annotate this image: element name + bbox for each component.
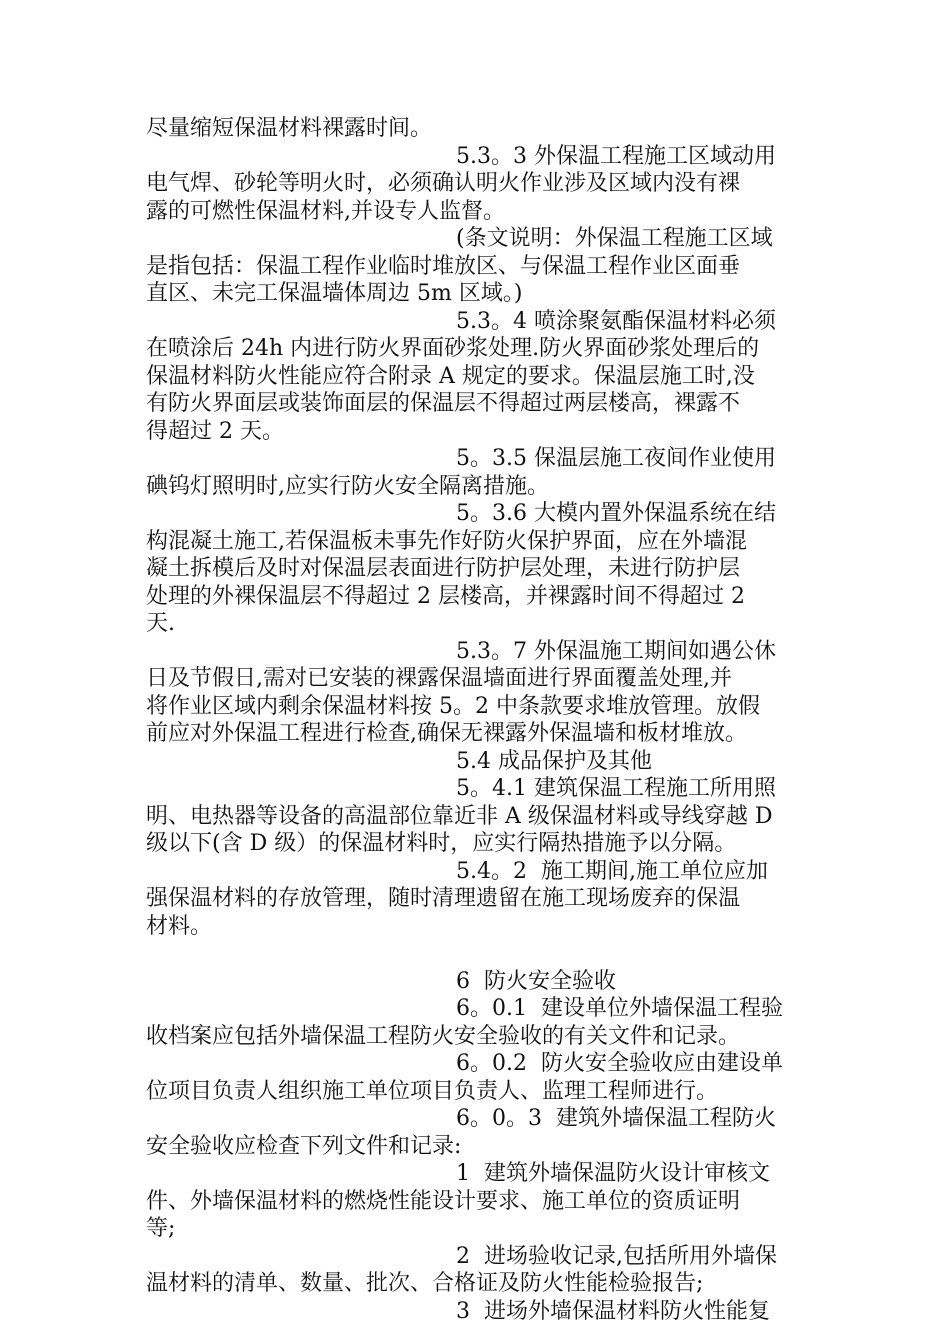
paragraph-heading-line: 3 进场外墙保温材料防火性能复 — [456, 1298, 770, 1324]
paragraph-heading-line: 5。4.1 建筑保温工程施工所用照 — [456, 776, 776, 801]
paragraph-heading-line: (条文说明：外保温工程施工区域 — [456, 226, 773, 251]
text-line: 在喷涂后 24h 内进行防火界面砂浆处理.防火界面砂浆处理后的 — [146, 336, 760, 361]
paragraph-heading-line: 1 建筑外墙保温防火设计审核文 — [456, 1161, 770, 1186]
paragraph-heading-line: 5.4。2 施工期间,施工单位应加 — [456, 858, 768, 884]
text-line: 前应对外保温工程进行检查,确保无裸露外保温墙和板材堆放。 — [146, 721, 747, 746]
text-line: 等; — [146, 1216, 176, 1241]
paragraph-heading-line: 2 进场验收记录,包括所用外墙保 — [456, 1243, 777, 1269]
text-line: 得超过 2 天。 — [146, 418, 284, 444]
text-line: 日及节假日,需对已安装的裸露保温墙面进行界面覆盖处理,并 — [146, 666, 732, 691]
paragraph-heading-line: 5。3.6 大模内置外保温系统在结 — [456, 501, 776, 526]
text-line: 碘钨灯照明时,应实行防火安全隔离措施。 — [146, 473, 549, 499]
text-line: 保温材料防火性能应符合附录 A 规定的要求。保温层施工时,没 — [146, 363, 755, 389]
text-line: 凝土拆模后及时对保温层表面进行防护层处理，未进行防护层 — [146, 556, 741, 581]
text-line: 安全验收应检查下列文件和记录: — [146, 1133, 462, 1159]
text-line — [146, 940, 806, 968]
paragraph-heading-line: 6。0.1 建设单位外墙保温工程验 — [456, 996, 783, 1021]
paragraph-heading-line: 5.3。7 外保温施工期间如遇公休 — [456, 638, 776, 664]
text-line: 有防火界面层或装饰面层的保温层不得超过两层楼高，裸露不 — [146, 391, 741, 416]
text-line: 温材料的清单、数量、批次、合格证及防火性能检验报告; — [146, 1271, 704, 1296]
paragraph-heading-line: 5.3。4 喷涂聚氨酯保温材料必须 — [456, 308, 776, 334]
text-line: 天. — [146, 611, 175, 636]
text-line: 直区、未完工保温墙体周边 5m 区域。) — [146, 281, 523, 306]
paragraph-heading-line: 6。0.2 防火安全验收应由建设单 — [456, 1051, 783, 1076]
paragraph-heading-line: 6。0。3 建筑外墙保温工程防火 — [456, 1106, 776, 1131]
text-line: 将作业区域内剩余保温材料按 5。2 中条款要求堆放管理。放假 — [146, 693, 760, 719]
text-line: 位项目负责人组织施工单位项目负责人、监理工程师进行。 — [146, 1078, 719, 1104]
text-line: 明、电热器等设备的高温部位靠近非 A 级保温材料或导线穿越 D — [146, 803, 773, 829]
text-line: 材料。 — [146, 913, 213, 939]
text-line: 构混凝土施工,若保温板未事先作好防火保护界面，应在外墙混 — [146, 528, 747, 554]
paragraph-heading-line: 5。3.5 保温层施工夜间作业使用 — [456, 446, 776, 471]
text-line: 强保温材料的存放管理，随时清理遗留在施工现场废弃的保温 — [146, 886, 741, 911]
paragraph-heading-line: 6 防火安全验收 — [456, 968, 616, 994]
text-line: 收档案应包括外墙保温工程防火安全验收的有关文件和记录。 — [146, 1023, 741, 1049]
text-line: 尽量缩短保温材料裸露时间。 — [146, 116, 433, 141]
document-body — [146, 115, 806, 1325]
paragraph-heading-line: 5.3。3 外保温工程施工区域动用 — [456, 143, 776, 169]
text-line: 处理的外裸保温层不得超过 2 层楼高，并裸露时间不得超过 2 — [146, 583, 745, 609]
text-line: 是指包括：保温工程作业临时堆放区、与保温工程作业区面垂 — [146, 253, 741, 279]
text-line: 级以下(含 D 级）的保温材料时，应实行隔热措施予以分隔。 — [146, 831, 737, 856]
text-line: 电气焊、砂轮等明火时，必须确认明火作业涉及区域内没有裸 — [146, 171, 741, 196]
text-line: 露的可燃性保温材料,并设专人监督。 — [146, 198, 505, 224]
paragraph-heading-line: 5.4 成品保护及其他 — [456, 748, 652, 774]
text-line: 件、外墙保温材料的燃烧性能设计要求、施工单位的资质证明 — [146, 1188, 741, 1214]
